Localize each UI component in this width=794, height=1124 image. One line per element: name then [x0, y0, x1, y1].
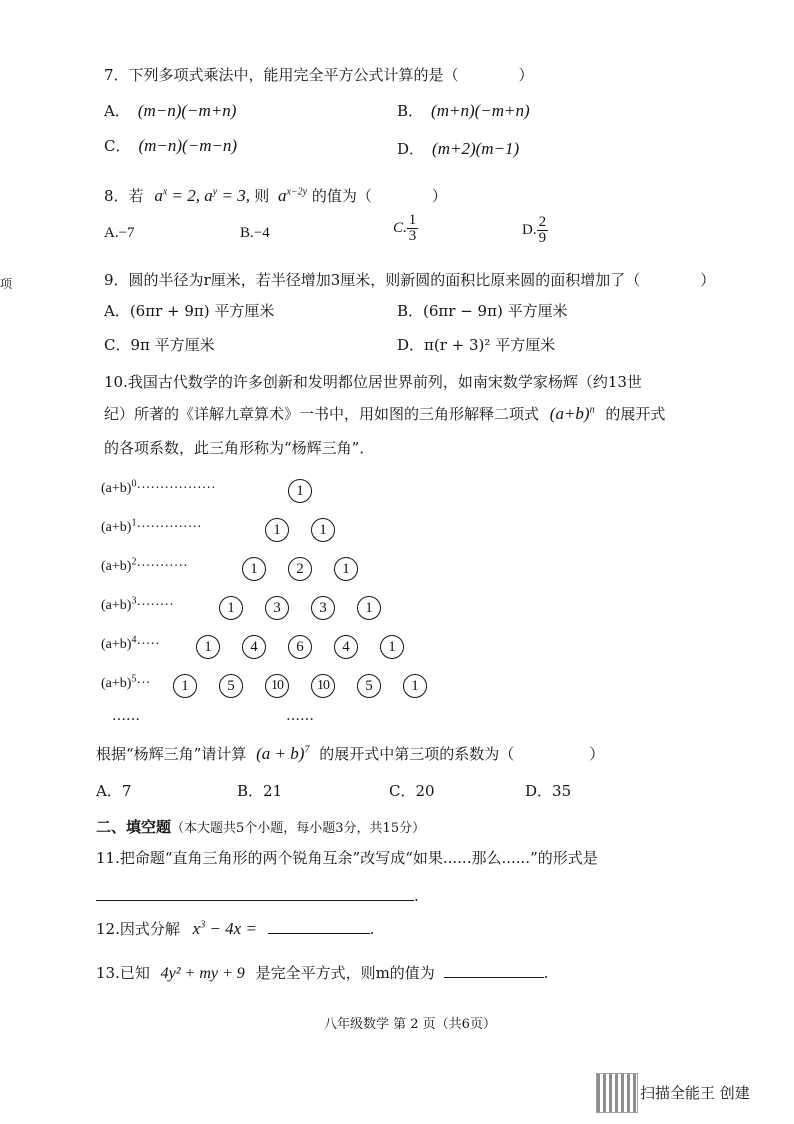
triangle-coefficient: 1 [219, 596, 243, 620]
q9-option-d: D．π(r + 3)² 平方厘米 [397, 336, 556, 354]
q11-answer-line: . [96, 886, 419, 905]
section2-heading: 二、填空题（本大题共5个小题，每小题3分，共15分） [96, 818, 426, 836]
q8-stem: 8．若 $a^x = 2$, $a^y = 3$, 则 $a^{x-2y}$ 的值为（ ） [104, 186, 447, 205]
q8-option-a: A.−7 [104, 225, 135, 241]
triangle-coefficient: 10 [265, 674, 289, 698]
q10-option-c: C．20 [389, 782, 435, 800]
margin-char: 项 [0, 277, 13, 291]
triangle-coefficient: 3 [265, 596, 289, 620]
q9-stem: 9．圆的半径为r厘米，若半径增加3厘米，则新圆的面积比原来圆的面积增加了（ ） [104, 271, 716, 289]
q12-stem: 12.因式分解 $x^3 - 4x$ = . [96, 919, 375, 938]
triangle-row-label: $(a+b)^2\cdot\cdot\cdot\cdot\cdot\cdot\cdot\cdot\cdot\cdot\cdot$ [101, 556, 188, 574]
qr-code-icon [596, 1073, 638, 1113]
q7-stem: 7．下列多项式乘法中，能用完全平方公式计算的是（ ） [104, 66, 534, 84]
q7-option-d: D． (m+2)(m−1) [397, 139, 520, 158]
triangle-ellipsis-right: …… [286, 708, 314, 724]
q10-line1: 10.我国古代数学的许多创新和发明都位居世界前列，如南宋数学家杨辉（约13世 [104, 373, 642, 391]
triangle-row-label: $(a+b)^3\cdot\cdot\cdot\cdot\cdot\cdot\cdot\cdot$ [101, 595, 174, 613]
q13-stem: 13.已知 4y² + my + 9 是完全平方式，则m的值为 . [96, 964, 549, 982]
triangle-coefficient: 2 [288, 557, 312, 581]
q8-option-c: C. $\frac{1}{3}$ [393, 212, 417, 244]
triangle-coefficient: 6 [288, 635, 312, 659]
q9-option-a: A．(6πr + 9π) 平方厘米 [104, 302, 275, 320]
triangle-coefficient: 1 [288, 479, 312, 503]
q7-option-a: A． (m−n)(−m+n) [104, 101, 237, 120]
page-footer: 八年级数学 第 2 页（共6页） [324, 1017, 496, 1032]
triangle-coefficient: 1 [265, 518, 289, 542]
q11-stem: 11.把命题“直角三角形的两个锐角互余”改写成“如果......那么......”的形式是 [96, 849, 598, 867]
triangle-row-label: $(a+b)^4\cdot\cdot\cdot\cdot\cdot$ [101, 634, 160, 652]
triangle-row-label: $(a+b)^1\cdot\cdot\cdot\cdot\cdot\cdot\cdot\cdot\cdot\cdot\cdot\cdot\cdot\cdot$ [101, 517, 202, 535]
triangle-coefficient: 1 [403, 674, 427, 698]
triangle-coefficient: 3 [311, 596, 335, 620]
q13-blank[interactable] [444, 965, 544, 978]
q10-option-d: D．35 [525, 782, 572, 800]
q10-line2: 纪）所著的《详解九章算术》一书中，用如图的三角形解释二项式 $(a+b)^n$ 的展开式 [104, 404, 666, 423]
triangle-coefficient: 10 [311, 674, 335, 698]
triangle-coefficient: 5 [219, 674, 243, 698]
triangle-coefficient: 5 [357, 674, 381, 698]
triangle-row-label: $(a+b)^5\cdot\cdot\cdot$ [101, 673, 151, 691]
triangle-coefficient: 1 [173, 674, 197, 698]
q11-blank[interactable] [96, 886, 414, 901]
fraction-two-ninths: $\frac{2}{9}$ [538, 214, 547, 246]
q9-option-b: B．(6πr − 9π) 平方厘米 [397, 302, 568, 320]
q10-option-b: B．21 [237, 782, 283, 800]
triangle-coefficient: 1 [311, 518, 335, 542]
triangle-coefficient: 1 [196, 635, 220, 659]
triangle-coefficient: 4 [242, 635, 266, 659]
triangle-ellipsis-left: …… [112, 708, 140, 724]
q7-option-c: C． (m−n)(−m−n) [104, 136, 238, 155]
triangle-row-label: $(a+b)^0\cdot\cdot\cdot\cdot\cdot\cdot\cdot\cdot\cdot\cdot\cdot\cdot\cdot\cdot\cdot\cdot\cdot$ [101, 478, 216, 496]
q12-blank[interactable] [268, 921, 370, 934]
triangle-coefficient: 1 [334, 557, 358, 581]
q7-option-b: B． (m+n)(−m+n) [397, 101, 530, 120]
triangle-coefficient: 1 [242, 557, 266, 581]
scanner-watermark: 扫描全能王 创建 [640, 1084, 750, 1102]
triangle-coefficient: 4 [334, 635, 358, 659]
q9-option-c: C．9π 平方厘米 [104, 336, 215, 354]
fraction-one-third: $\frac{1}{3}$ [408, 212, 417, 244]
triangle-coefficient: 1 [380, 635, 404, 659]
triangle-coefficient: 1 [357, 596, 381, 620]
q8-option-d: D. $\frac{2}{9}$ [522, 214, 547, 246]
q10-line3: 的各项系数，此三角形称为“杨辉三角”． [104, 439, 375, 457]
q8-option-b: B.−4 [240, 225, 270, 241]
q10-option-a: A．7 [96, 782, 132, 800]
q10-question: 根据“杨辉三角”请计算 $(a + b)^7$ 的展开式中第三项的系数为（ ） [96, 744, 605, 763]
